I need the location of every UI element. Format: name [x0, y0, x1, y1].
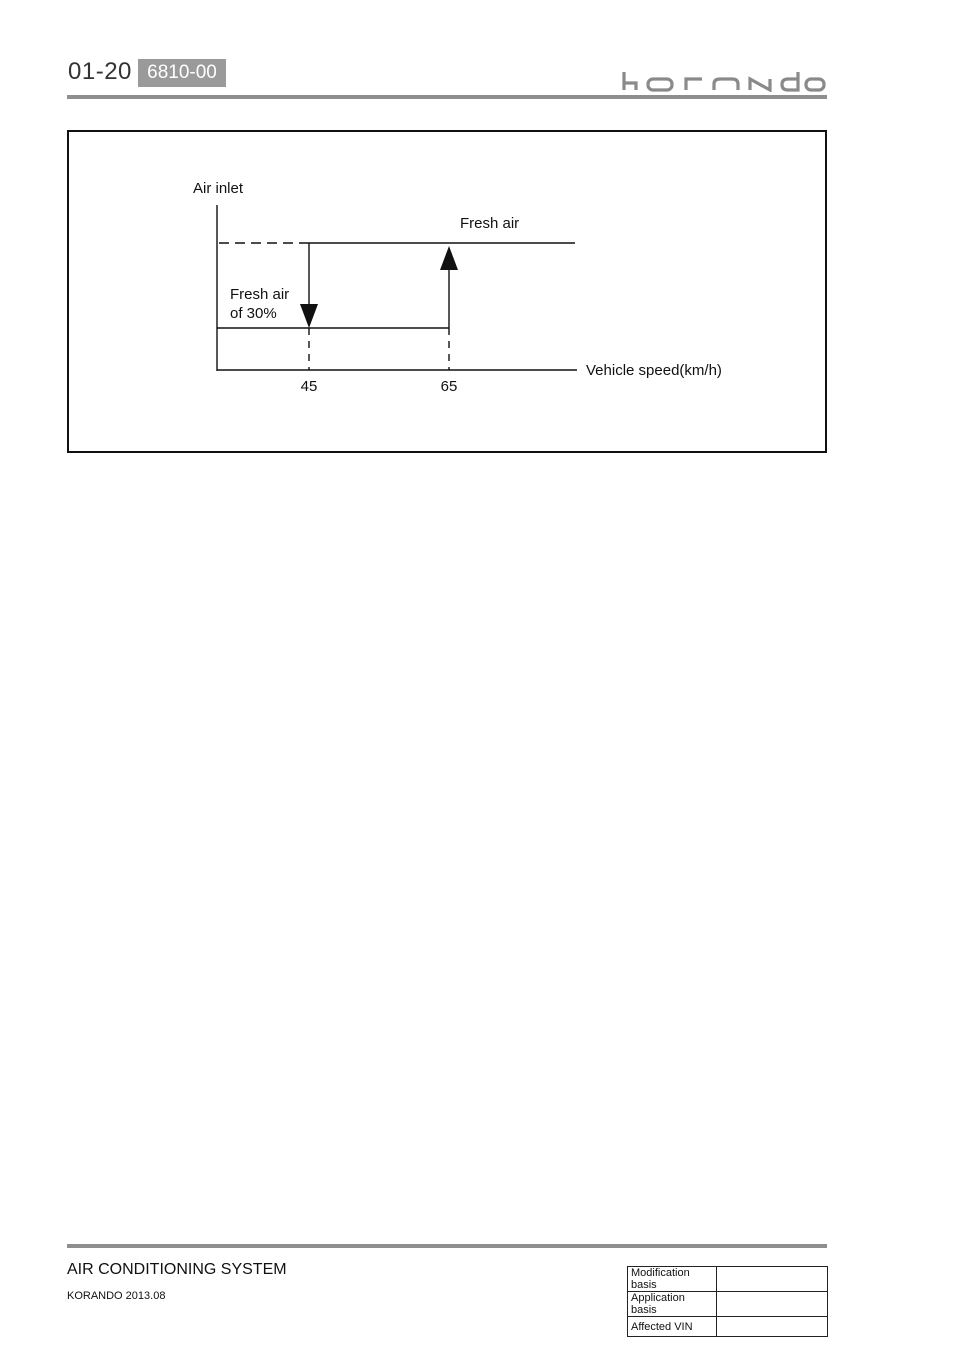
arrow-down-icon [300, 304, 318, 328]
application-basis-label: Application basis [628, 1292, 717, 1317]
air-inlet-diagram [67, 130, 827, 453]
revision-basis-table [627, 1266, 828, 1337]
x-tick-label-45: 45 [300, 378, 318, 395]
header-rule [67, 95, 827, 99]
affected-vin-value [717, 1317, 828, 1337]
footer-section-title: AIR CONDITIONING SYSTEM [67, 1261, 287, 1278]
section-code-badge: 6810-00 [138, 59, 226, 87]
application-basis-value [717, 1292, 828, 1317]
table-row [628, 1317, 828, 1337]
y-axis-label: Air inlet [193, 180, 244, 197]
upper-level-label: Fresh air [460, 215, 520, 232]
lower-level-label-line1: Fresh air [230, 286, 290, 303]
modification-basis-label: Modification basis [628, 1267, 717, 1292]
modification-basis-value [717, 1267, 828, 1292]
x-tick-label-65: 65 [440, 378, 458, 395]
table-row [628, 1292, 828, 1317]
page-number: 01-20 [68, 58, 132, 85]
lower-level-label-line2: of 30% [230, 305, 277, 322]
footer-rule [67, 1244, 827, 1248]
table-row [628, 1267, 828, 1292]
arrow-up-icon [440, 246, 458, 270]
x-axis-label: Vehicle speed(km/h) [586, 362, 722, 379]
affected-vin-label: Affected VIN [628, 1317, 717, 1337]
footer-model-date: KORANDO 2013.08 [67, 1290, 166, 1302]
brand-logo [620, 70, 826, 92]
